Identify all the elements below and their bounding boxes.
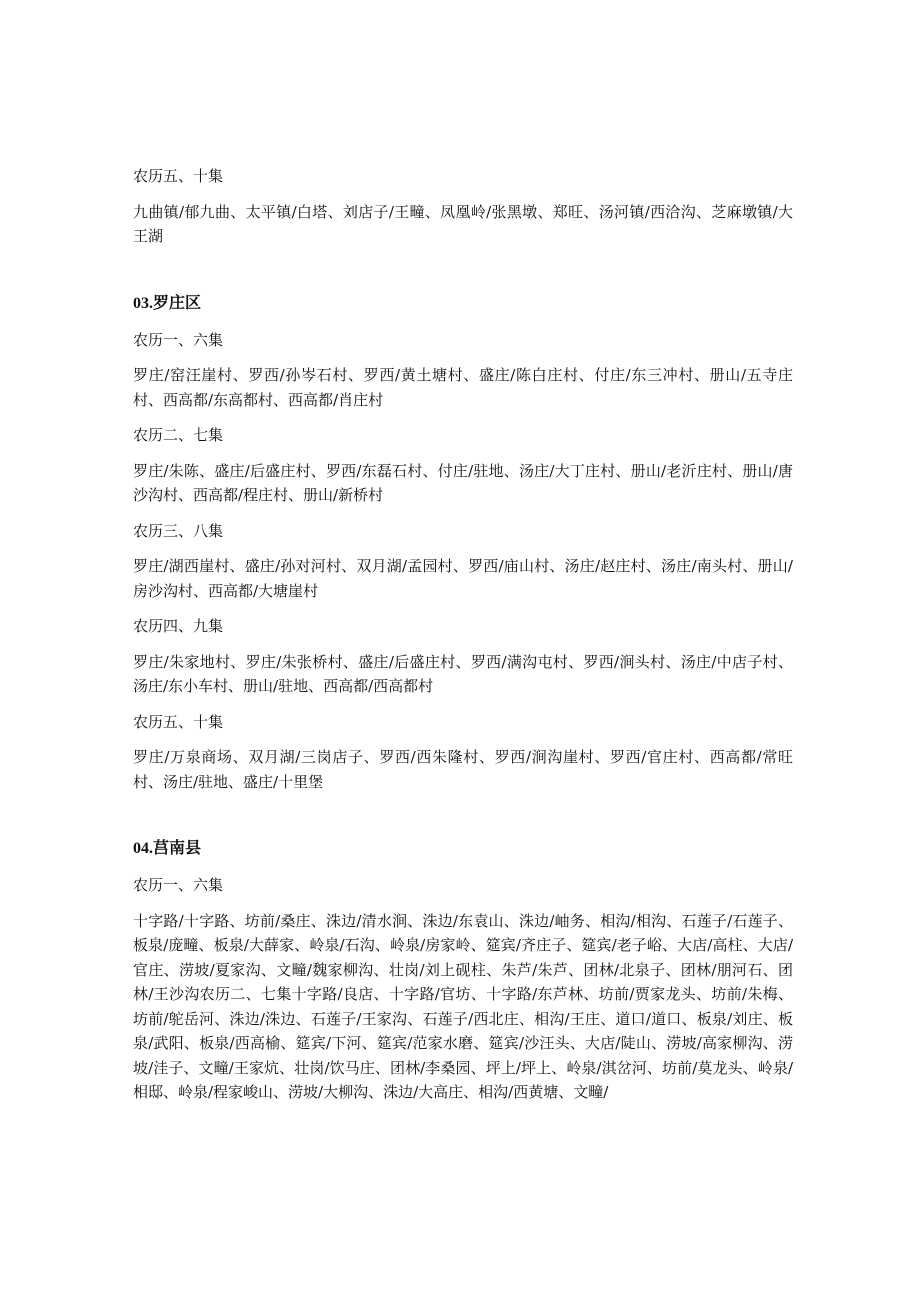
section-continued <box>133 164 793 249</box>
market-list: 罗庄/窑汪崖村、罗西/孙岑石村、罗西/黄土塘村、盛庄/陈白庄村、付庄/东三冲村、册山/五寺庄村、西高都/东高都村、西高都/肖庄村 <box>133 366 793 409</box>
market-list: 九曲镇/郁九曲、太平镇/白塔、刘店子/王疃、凤凰岭/张黑墩、郑旺、汤河镇/西洽沟、芝麻墩镇/大王湖 <box>133 202 793 245</box>
market-list: 十字路/十字路、坊前/桑庄、洙边/清水涧、洙边/东袁山、洙边/岫务、相沟/相沟、石莲子/石莲子、板泉/庞疃、板泉/大薛家、岭泉/石沟、岭泉/房家岭、筵宾/齐庄子、筵宾/老子峪、大店/高柱、大店/官庄、涝坡/夏家沟、文疃/魏家柳沟、壮岗/刘上砚柱、朱芦/朱芦、团林/北泉子、团林/朋河石、团林/王沙沟农历二、七集十字路/良店、十字路/官坊、十字路/东芦林、坊前/贾家龙头、坊前/朱梅、坊前/鸵岳河、洙边/洙边、石莲子/王家沟、石莲子/西北庄、相沟/王庄、道口/道口、板泉/刘庄、板泉/武阳、板泉/西高榆、筵宾/下河、筵宾/范家水磨、筵宾/沙汪头、大店/陡山、涝坡/高家柳沟、涝坡/洼子、文疃/王家炕、壮岗/饮马庄、团林/李桑园、坪上/坪上、岭泉/淇岔河、坊前/莫龙头、岭泉/相邸、岭泉/程家峻山、涝坡/大柳沟、洙边/大高庄、相沟/西黄塘、文疃/ <box>133 911 793 1101</box>
document-page <box>133 164 793 1116</box>
market-list: 罗庄/朱陈、盛庄/后盛庄村、罗西/东磊石村、付庄/驻地、汤庄/大丁庄村、册山/老沂庄村、册山/唐沙沟村、西高都/程庄村、册山/新桥村 <box>133 461 793 504</box>
market-day-label: 农历三、八集 <box>133 521 224 540</box>
market-day-label: 农历五、十集 <box>133 167 224 185</box>
market-day-label: 农历四、九集 <box>133 617 224 635</box>
section-heading: 04.莒南县 <box>133 840 202 857</box>
market-day-label: 农历二、七集 <box>133 426 224 444</box>
section-luozhuang <box>133 292 793 795</box>
market-day-label: 农历一、六集 <box>133 330 224 349</box>
section-junan <box>133 837 793 1105</box>
section-heading: 03.罗庄区 <box>133 294 202 312</box>
market-list: 罗庄/朱家地村、罗庄/朱张桥村、盛庄/后盛庄村、罗西/满沟屯村、罗西/涧头村、汤庄/中店子村、汤庄/东小车村、册山/驻地、西高都/西高都村 <box>133 652 793 695</box>
market-day-label: 农历一、六集 <box>133 876 224 894</box>
market-day-label: 农历五、十集 <box>133 712 224 731</box>
market-list: 罗庄/万泉商场、双月湖/三岗店子、罗西/西朱隆村、罗西/涧沟崖村、罗西/官庄村、西高都/常旺村、汤庄/驻地、盛庄/十里堡 <box>133 748 793 791</box>
market-list: 罗庄/湖西崖村、盛庄/孙对河村、双月湖/孟园村、罗西/庙山村、汤庄/赵庄村、汤庄/南头村、册山/房沙沟村、西高都/大塘崖村 <box>133 557 793 600</box>
